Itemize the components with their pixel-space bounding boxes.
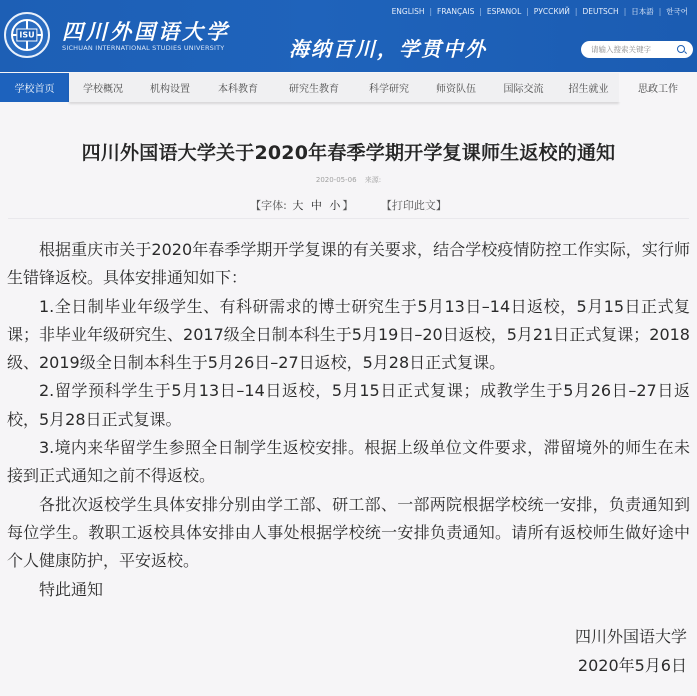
font-size-small[interactable]: 小 [329, 199, 341, 212]
university-motto: 海纳百川，学贯中外 [289, 37, 487, 61]
nav-item-ideology[interactable]: 思政工作 [619, 73, 697, 102]
main-nav [0, 73, 697, 102]
font-size-controls [250, 199, 357, 212]
paragraph: 2.留学预科学生于5月13日–14日返校，5月15日正式复课；成教学生于5月26日–27日返校，5月28日正式复课。 [7, 381, 690, 429]
divider [8, 218, 689, 219]
divider: | [429, 7, 433, 16]
publish-date: 2020-05-06 [315, 176, 357, 184]
article-tools [0, 197, 697, 213]
search-icon[interactable] [677, 45, 687, 55]
paragraph: 1.全日制毕业年级学生、有科研需求的博士研究生于5月13日–14日返校，5月15日正式复课；非毕业年级研究生、2017级全日制本科生于5月19日–20日返校，5月21日正式复课；2018级、2019级全日制本科生于5月26日–27日返校，5月28日正式复课。 [7, 296, 690, 373]
font-size-large[interactable]: 大 [292, 199, 304, 212]
nav-item-faculty[interactable]: 师资队伍 [436, 84, 476, 95]
paragraph: 特此通知 [39, 579, 104, 599]
lang-korean[interactable]: 한국어 [666, 7, 688, 16]
language-bar [387, 6, 693, 17]
nav-item-home[interactable]: 学校首页 [0, 73, 69, 102]
lang-spanish[interactable]: ESPANOL [486, 7, 522, 16]
divider: | [574, 7, 578, 16]
lang-japanese[interactable]: 日本語 [631, 7, 654, 16]
nav-item-research[interactable]: 科学研究 [369, 84, 409, 95]
university-logo[interactable] [4, 12, 50, 58]
signature: 四川外国语大学 [574, 627, 687, 646]
site-header [0, 0, 697, 72]
search-box [581, 41, 693, 58]
divider: | [623, 7, 627, 16]
lang-english[interactable]: ENGLISH [391, 7, 425, 16]
font-label-close: 】 [342, 199, 354, 212]
divider: | [526, 7, 529, 16]
article-body [7, 236, 690, 604]
paragraph: 各批次返校学生具体安排分别由学工部、研工部、一部两院根据学校统一安排，负责通知到每位学生。教职工返校具体安排由人事处根据学校统一安排负责通知。请所有返校师生做好途中个人健康防护，平安返校。 [7, 494, 690, 571]
divider: | [658, 7, 662, 16]
nav-item-admissions[interactable]: 招生就业 [568, 84, 609, 95]
article-title: 四川外国语大学关于2020年春季学期开学复课师生返校的通知 [81, 142, 616, 164]
nav-bar [69, 73, 619, 102]
university-name-cn[interactable]: 四川外国语大学 [62, 19, 230, 44]
nav-item-graduate[interactable]: 研究生教育 [289, 84, 339, 95]
search-input[interactable] [591, 45, 677, 54]
signature-date: 2020年5月6日 [577, 656, 687, 675]
font-size-medium[interactable]: 中 [310, 199, 322, 212]
nav-item-about[interactable]: 学校概况 [83, 84, 123, 95]
lang-russian[interactable]: РУССКИЙ [533, 7, 570, 16]
source-label: 来源: [364, 176, 382, 184]
lang-french[interactable]: FRANÇAIS [437, 7, 475, 16]
font-label: 【字体: [250, 199, 287, 212]
nav-item-departments[interactable]: 机构设置 [150, 84, 190, 95]
paragraph: 根据重庆市关于2020年春季学期开学复课的有关要求，结合学校疫情防控工作实际，实行师生错锋返校。具体安排通知如下： [7, 240, 690, 288]
lang-german[interactable]: DEUTSCH [582, 7, 619, 16]
university-name-en: SICHUAN INTERNATIONAL STUDIES UNIVERSITY [62, 44, 225, 52]
nav-item-international[interactable]: 国际交流 [503, 84, 544, 95]
print-button[interactable]: 【打印此文】 [380, 199, 447, 212]
nav-item-undergraduate[interactable]: 本科教育 [218, 84, 258, 95]
divider: | [479, 7, 482, 16]
logo-text: ISU [16, 29, 37, 42]
article-meta [0, 175, 697, 185]
paragraph: 3.境内来华留学生参照全日制学生返校安排。根据上级单位文件要求，滞留境外的师生在未接到正式通知之前不得返校。 [7, 438, 690, 486]
